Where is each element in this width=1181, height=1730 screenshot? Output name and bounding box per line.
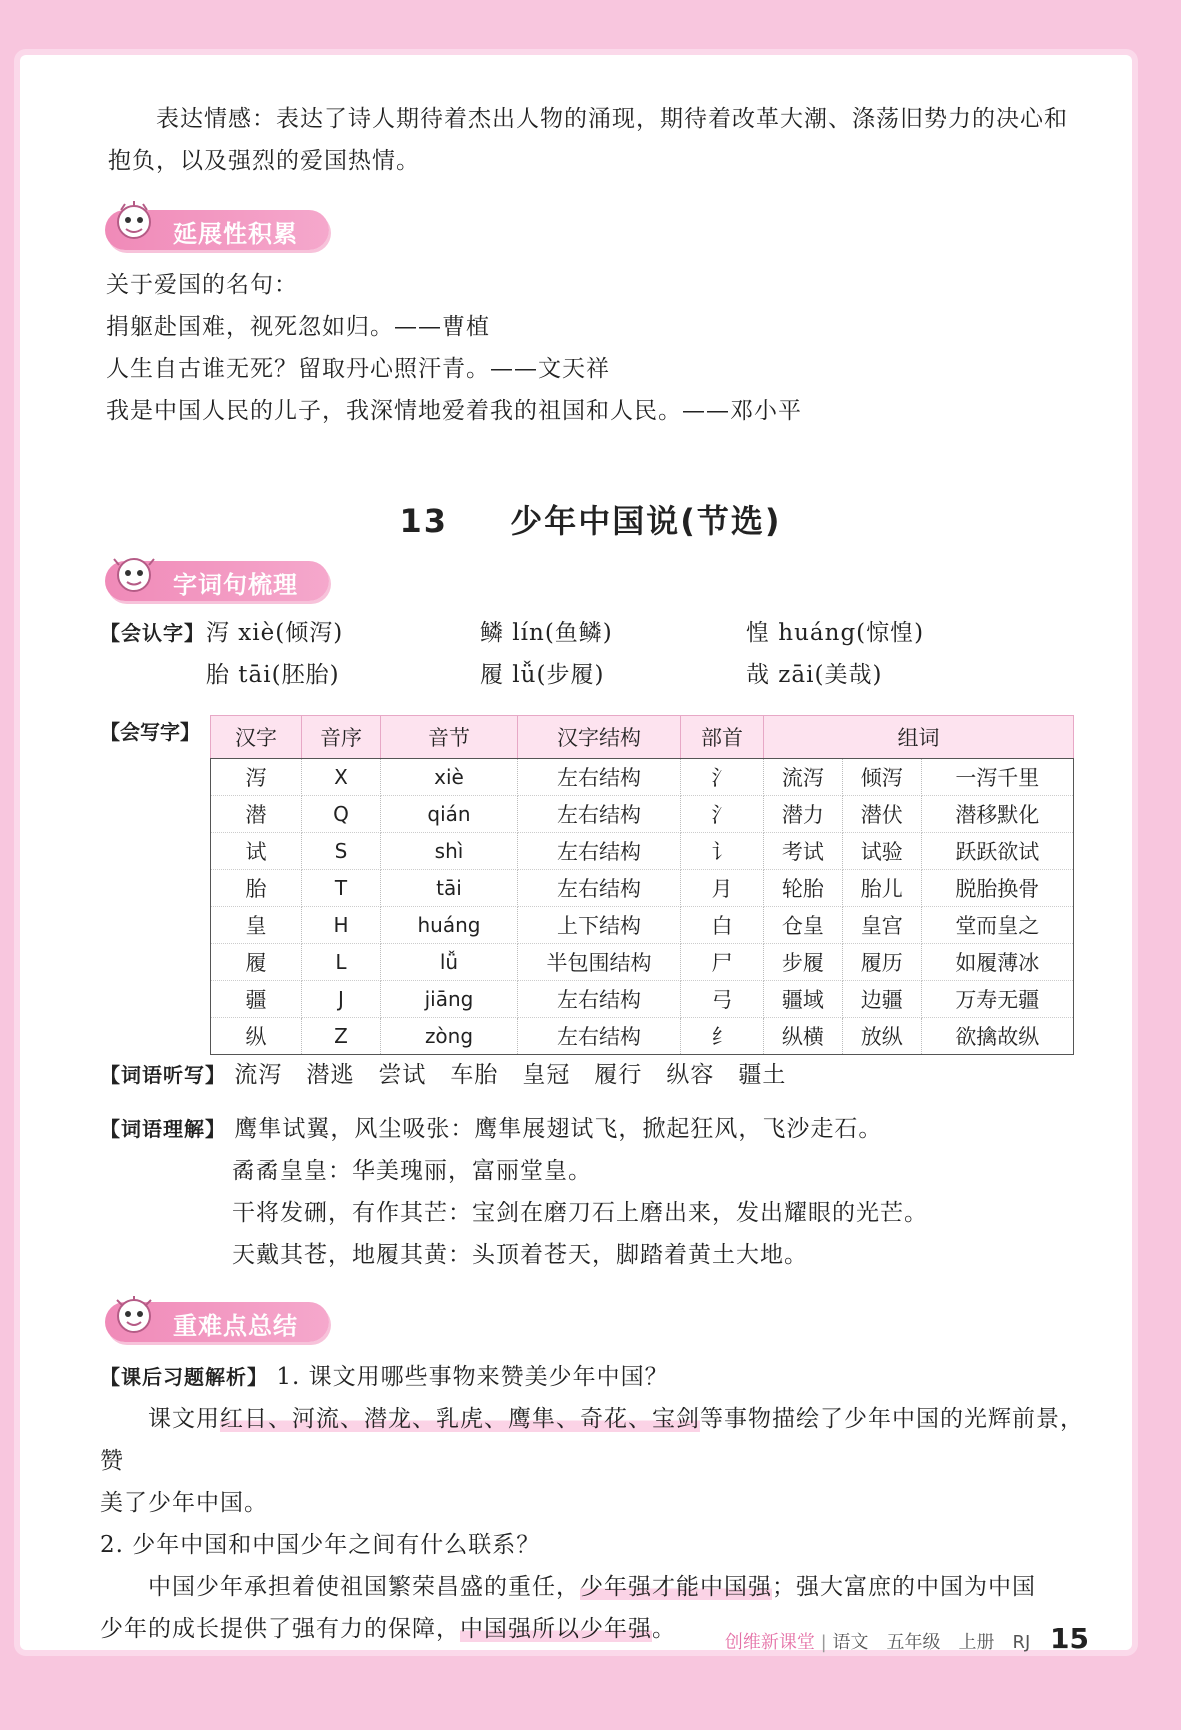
footer-info: 语文 五年级 上册 RJ [832, 1632, 1031, 1653]
lesson-number: 13 [399, 502, 448, 540]
quote-line: 我是中国人民的儿子，我深情地爱着我的祖国和人民。——邓小平 [106, 398, 802, 424]
question-1: 1. 课文用哪些事物来赞美少年中国？ [276, 1364, 669, 1390]
table-cell: 胎儿 [842, 870, 921, 907]
table-row [211, 870, 1074, 907]
header-cell: 音序 [302, 716, 381, 759]
header-cell: 汉字 [211, 716, 302, 759]
table-cell: 履 [211, 944, 302, 981]
table-cell: 潜 [211, 796, 302, 833]
dictation-words: 流泻 潜逃 尝试 车胎 皇冠 履行 纵容 疆土 [234, 1062, 787, 1088]
answer-2-cont: 少年的成长提供了强有力的保障，中国强所以少年强。 [100, 1616, 676, 1642]
section-header-key [105, 1300, 329, 1344]
table-cell: S [302, 833, 381, 870]
mascot-icon [111, 1292, 157, 1342]
table-cell: 泻 [211, 759, 302, 796]
table-cell: 试 [211, 833, 302, 870]
section-title: 延展性积累 [173, 220, 298, 248]
table-cell: 讠 [681, 833, 764, 870]
key-points-block [100, 1356, 1086, 1650]
table-cell: Z [302, 1018, 381, 1055]
header-cell: 音节 [381, 716, 518, 759]
table-header-row [211, 716, 1074, 759]
table-cell: 胎 [211, 870, 302, 907]
quote-line: 人生自古谁无死？留取丹心照汗青。——文天祥 [106, 356, 610, 382]
patriotic-quotes [106, 264, 1106, 432]
dictation-block [100, 1054, 1100, 1096]
recognize-item: 鳞 lín(鱼鳞) [480, 620, 613, 646]
table-cell: 上下结构 [518, 907, 681, 944]
table-cell: 脱胎换骨 [921, 870, 1073, 907]
table-cell: 氵 [681, 759, 764, 796]
highlight-text: 中国强所以少年强 [460, 1616, 652, 1642]
table-row [211, 833, 1074, 870]
footer-brand: 创维新课堂 [724, 1632, 815, 1653]
understanding-block [100, 1108, 1100, 1276]
table-cell: tāi [381, 870, 518, 907]
table-cell: qián [381, 796, 518, 833]
question-2: 2. 少年中国和中国少年之间有什么联系？ [100, 1532, 541, 1558]
table-cell: 疆 [211, 981, 302, 1018]
table-cell: 疆域 [764, 981, 843, 1018]
table-cell: shì [381, 833, 518, 870]
table-cell: huáng [381, 907, 518, 944]
table-cell: 边疆 [842, 981, 921, 1018]
table-cell: lǚ [381, 944, 518, 981]
highlight-text: 少年强才能中国强 [580, 1574, 772, 1600]
table-cell: 弓 [681, 981, 764, 1018]
understanding-item: 鹰隼试翼，风尘吸张：鹰隼展翅试飞，掀起狂风，飞沙走石。 [234, 1116, 883, 1142]
answer-2: 中国少年承担着使祖国繁荣昌盛的重任，少年强才能中国强；强大富庶的中国为中国 [148, 1574, 1036, 1600]
table-cell: 履历 [842, 944, 921, 981]
table-cell: 尸 [681, 944, 764, 981]
section-title: 重难点总结 [173, 1312, 298, 1340]
table-cell: Q [302, 796, 381, 833]
understanding-item: 矞矞皇皇：华美瑰丽，富丽堂皇。 [232, 1158, 592, 1184]
table-cell: 皇宫 [842, 907, 921, 944]
table-cell: 潜移默化 [921, 796, 1073, 833]
table-row [211, 796, 1074, 833]
section-header-extension [105, 208, 329, 252]
table-cell: 堂而皇之 [921, 907, 1073, 944]
table-cell: 左右结构 [518, 981, 681, 1018]
table-cell: xiè [381, 759, 518, 796]
quote-line: 捐躯赴国难，视死忽如归。——曹植 [106, 314, 490, 340]
mascot-icon [111, 200, 157, 250]
recognize-label: 【会认字】 [100, 621, 205, 645]
table-cell: 左右结构 [518, 1018, 681, 1055]
table-cell: 欲擒故纵 [921, 1018, 1073, 1055]
table-cell: 左右结构 [518, 833, 681, 870]
intro-text [108, 98, 1088, 182]
page-footer: 创维新课堂 | 语文 五年级 上册 RJ 15 [724, 1622, 1089, 1655]
dictation-label: 【词语听写】 [100, 1063, 226, 1087]
header-cell: 组词 [764, 716, 1074, 759]
table-cell: 纟 [681, 1018, 764, 1055]
table-cell: 如履薄冰 [921, 944, 1073, 981]
answer-1: 课文用红日、河流、潜龙、乳虎、鹰隼、奇花、宝剑等事物描绘了少年中国的光辉前景，赞 [100, 1406, 1084, 1474]
write-label: 【会写字】 [100, 720, 200, 744]
intro-line1: 表达情感：表达了诗人期待着杰出人物的涌现，期待着改革大潮、涤荡旧势力的决心和 [156, 106, 1068, 132]
table-cell: 左右结构 [518, 759, 681, 796]
section-header-words [105, 559, 329, 603]
table-cell: J [302, 981, 381, 1018]
recognize-item: 哉 zāi(美哉) [746, 662, 883, 688]
intro-line2: 抱负，以及强烈的爱国热情。 [108, 148, 420, 174]
table-cell: 仓皇 [764, 907, 843, 944]
table-cell: 放纵 [842, 1018, 921, 1055]
characters-table [210, 715, 1074, 1055]
table-row [211, 759, 1074, 796]
table-cell: 步履 [764, 944, 843, 981]
quote-line: 关于爱国的名句： [106, 272, 298, 298]
table-row [211, 1018, 1074, 1055]
table-cell: 潜力 [764, 796, 843, 833]
answer-1-cont: 美了少年中国。 [100, 1490, 268, 1516]
table-cell: 半包围结构 [518, 944, 681, 981]
recognize-item: 惶 huáng(惊惶) [746, 620, 925, 646]
page-number: 15 [1050, 1622, 1089, 1655]
recognize-item: 胎 tāi(胚胎) [206, 662, 340, 688]
table-cell: 白 [681, 907, 764, 944]
understanding-item: 天戴其苍，地履其黄：头顶着苍天，脚踏着黄土大地。 [232, 1242, 808, 1268]
table-cell: 跃跃欲试 [921, 833, 1073, 870]
table-cell: 纵 [211, 1018, 302, 1055]
header-cell: 部首 [681, 716, 764, 759]
table-row [211, 944, 1074, 981]
table-cell: X [302, 759, 381, 796]
lesson-title [0, 496, 1181, 542]
header-cell: 汉字结构 [518, 716, 681, 759]
table-cell: 考试 [764, 833, 843, 870]
table-cell: zòng [381, 1018, 518, 1055]
understanding-label: 【词语理解】 [100, 1117, 226, 1141]
exercise-label: 【课后习题解析】 [100, 1365, 268, 1389]
table-cell: 潜伏 [842, 796, 921, 833]
table-cell: 左右结构 [518, 796, 681, 833]
table-cell: 月 [681, 870, 764, 907]
table-cell: 流泻 [764, 759, 843, 796]
table-cell: L [302, 944, 381, 981]
table-cell: 皇 [211, 907, 302, 944]
recognize-item: 泻 xiè(倾泻) [206, 620, 344, 646]
section-title: 字词句梳理 [173, 571, 298, 599]
table-cell: 氵 [681, 796, 764, 833]
table-cell: 左右结构 [518, 870, 681, 907]
table-row [211, 981, 1074, 1018]
table-cell: 万寿无疆 [921, 981, 1073, 1018]
table-cell: 纵横 [764, 1018, 843, 1055]
highlight-text: 红日、河流、潜龙、乳虎、鹰隼、奇花、宝剑 [220, 1406, 700, 1432]
table-cell: 一泻千里 [921, 759, 1073, 796]
understanding-item: 干将发硎，有作其芒：宝剑在磨刀石上磨出来，发出耀眼的光芒。 [232, 1200, 928, 1226]
recognize-item: 履 lǚ(步履) [480, 662, 605, 688]
lesson-name: 少年中国说(节选) [510, 502, 782, 540]
mascot-icon [111, 551, 157, 601]
table-cell: 倾泻 [842, 759, 921, 796]
table-row [211, 907, 1074, 944]
table-cell: 轮胎 [764, 870, 843, 907]
table-cell: 试验 [842, 833, 921, 870]
recognize-block [100, 612, 1100, 696]
table-cell: T [302, 870, 381, 907]
table-cell: H [302, 907, 381, 944]
table-cell: jiāng [381, 981, 518, 1018]
